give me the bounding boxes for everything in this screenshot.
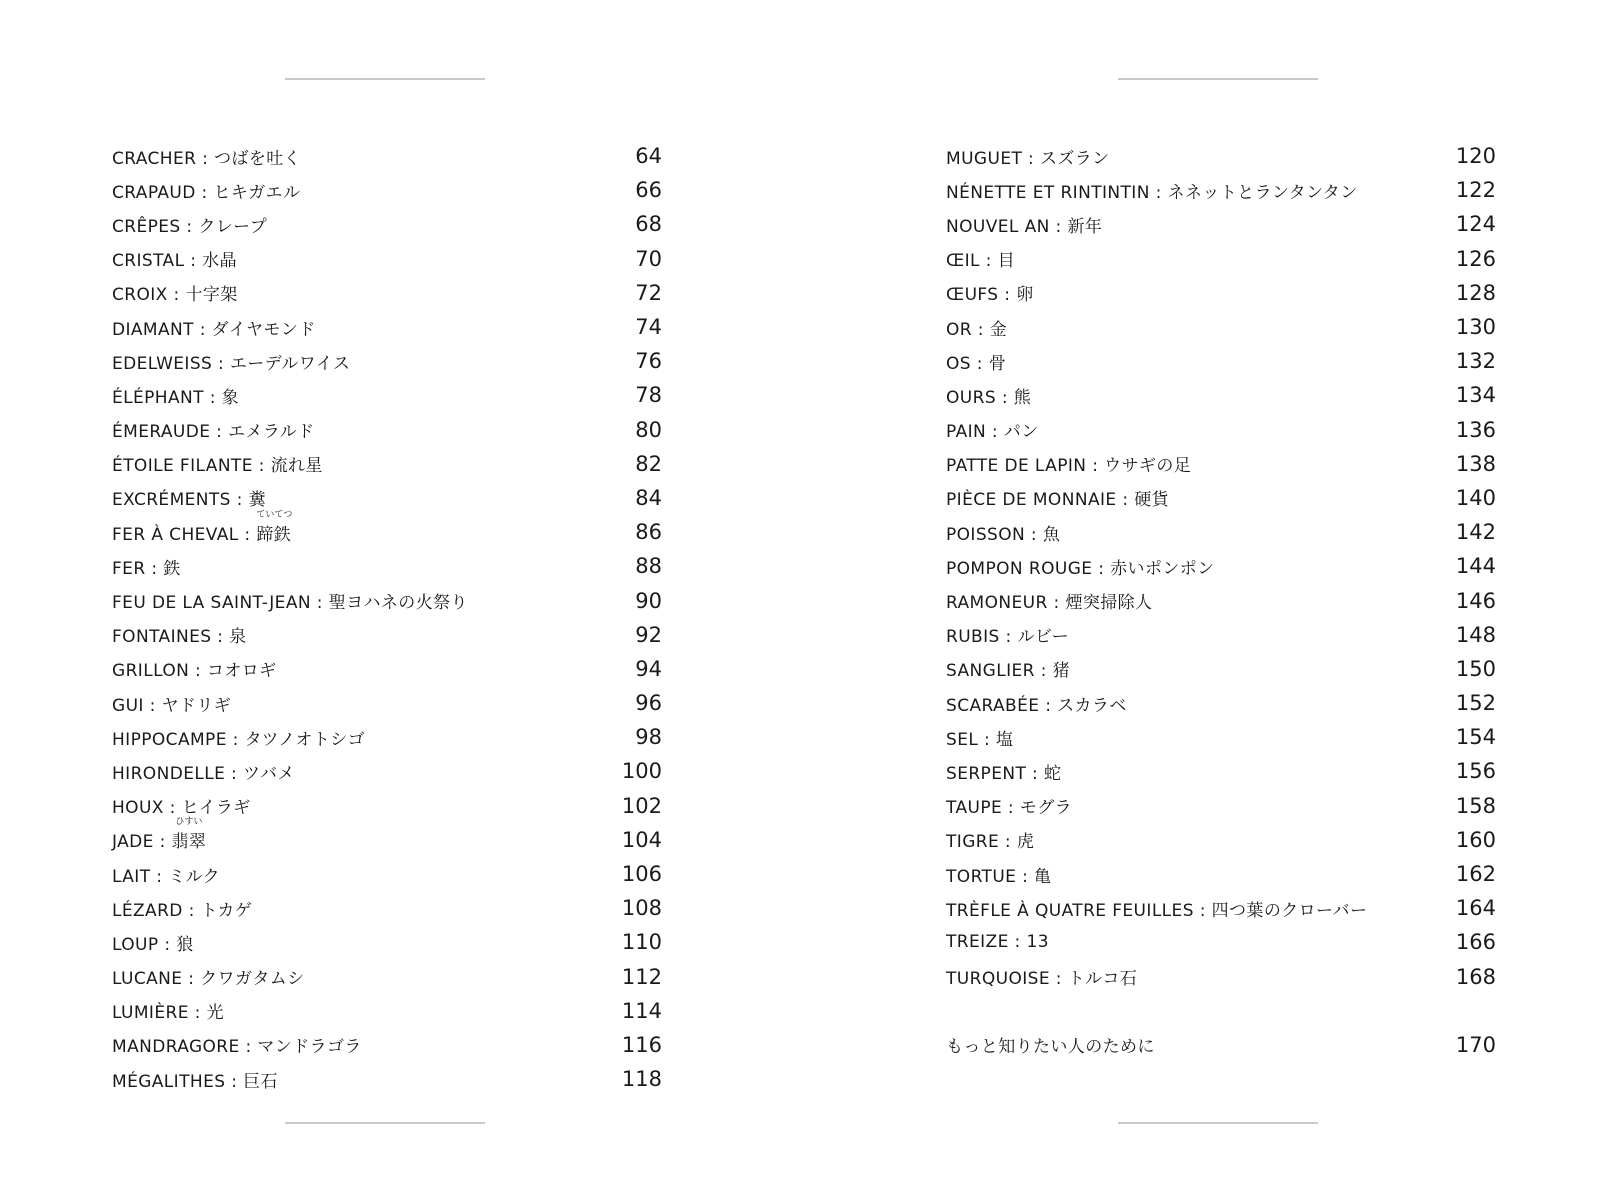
toc-entry-title xyxy=(946,656,1070,681)
top-rule-right xyxy=(1118,78,1318,80)
toc-entry xyxy=(946,413,1496,447)
toc-entry-label: TAUPE : モグラ xyxy=(946,798,1073,819)
toc-entry xyxy=(946,549,1496,583)
page-number: 74 xyxy=(635,315,662,340)
page-number: 120 xyxy=(1455,144,1496,169)
page-number: 170 xyxy=(1455,1032,1496,1057)
toc-entry xyxy=(946,310,1496,344)
toc-entry xyxy=(112,817,662,857)
toc-entry-title xyxy=(112,930,194,955)
toc-entry-title xyxy=(946,862,1051,887)
toc-entry xyxy=(112,447,662,481)
page-number: 112 xyxy=(621,964,662,989)
toc-entry-title xyxy=(946,485,1169,510)
toc-entry-label: OS : 骨 xyxy=(946,353,1007,374)
toc-entry-label: FEU DE LA SAINT-JEAN : 聖ヨハネの火祭り xyxy=(112,593,468,614)
page-number: 136 xyxy=(1455,417,1496,442)
toc-entry-label: LUMIÈRE : 光 xyxy=(112,1003,224,1024)
toc-entry xyxy=(946,242,1496,276)
toc-entry-title xyxy=(112,998,224,1023)
toc-entry-label: SEL : 塩 xyxy=(946,729,1014,750)
left-page-toc xyxy=(112,139,662,1096)
page-number: 156 xyxy=(1455,759,1496,784)
page-number: 96 xyxy=(635,691,662,716)
page-number: 82 xyxy=(635,451,662,476)
toc-entry-label: PIÈCE DE MONNAIE : 硬貨 xyxy=(946,490,1170,511)
toc-entry-title xyxy=(112,1032,362,1057)
toc-entry-title xyxy=(946,212,1102,237)
toc-entry-title xyxy=(112,862,220,887)
page-number: 100 xyxy=(621,759,662,784)
page-number: 122 xyxy=(1455,178,1496,203)
page-number: 94 xyxy=(635,656,662,681)
toc-entry-label: EDELWEISS : エーデルワイス xyxy=(112,353,351,374)
toc-entry-label: MANDRAGORE : マンドラゴラ xyxy=(112,1037,362,1058)
toc-entry-title xyxy=(946,793,1072,818)
page-number: 164 xyxy=(1455,896,1496,921)
toc-entry-label: LAIT : ミルク xyxy=(112,866,221,887)
page-number: 92 xyxy=(635,622,662,647)
toc-entry-title xyxy=(112,144,301,169)
page-number: 116 xyxy=(621,1032,662,1057)
toc-entry-label: DIAMANT : ダイヤモンド xyxy=(112,319,316,340)
toc-entry xyxy=(112,583,662,617)
toc-entry xyxy=(112,1028,662,1062)
toc-entry-title xyxy=(946,383,1031,408)
toc-entry xyxy=(112,891,662,925)
toc-entry-label: MÉGALITHES : 巨石 xyxy=(112,1071,278,1092)
toc-entry-title xyxy=(112,964,305,989)
page-number: 168 xyxy=(1455,964,1496,989)
toc-entry xyxy=(112,994,662,1028)
toc-entry xyxy=(112,276,662,310)
toc-entry xyxy=(112,652,662,686)
toc-entry-label: ŒIL : 目 xyxy=(946,251,1016,272)
toc-entry-title xyxy=(946,725,1013,750)
toc-entry-label: TRÈFLE À QUATRE FEUILLES : 四つ葉のクローバー xyxy=(946,900,1368,921)
page-number: 102 xyxy=(621,793,662,818)
toc-entry xyxy=(946,1028,1496,1062)
toc-entry-title xyxy=(112,485,266,510)
toc-entry-title xyxy=(112,212,267,237)
page-number: 160 xyxy=(1455,827,1496,852)
toc-entry-title xyxy=(946,964,1137,989)
toc-entry xyxy=(946,925,1496,959)
toc-entry xyxy=(946,207,1496,241)
toc-entry-title xyxy=(946,691,1127,716)
toc-entry-title xyxy=(946,451,1191,476)
toc-entry-title xyxy=(946,520,1060,545)
page-number: 64 xyxy=(635,144,662,169)
bottom-rule-right xyxy=(1118,1122,1318,1124)
toc-entry xyxy=(946,447,1496,481)
toc-entry-title xyxy=(112,417,315,442)
bottom-rule-left xyxy=(285,1122,485,1124)
page-number: 110 xyxy=(621,930,662,955)
toc-entry-label: TREIZE : 13 xyxy=(946,932,1049,953)
page-number: 66 xyxy=(635,178,662,203)
toc-entry xyxy=(112,720,662,754)
page-number: 72 xyxy=(635,280,662,305)
toc-entry-label: POMPON ROUGE : 赤いポンポン xyxy=(946,558,1215,579)
toc-entry xyxy=(112,925,662,959)
toc-entry xyxy=(112,207,662,241)
page-number: 130 xyxy=(1455,315,1496,340)
right-page-toc xyxy=(946,139,1496,1062)
toc-entry xyxy=(112,509,662,549)
page-number: 68 xyxy=(635,212,662,237)
ruby-word xyxy=(256,509,293,545)
toc-entry xyxy=(112,242,662,276)
toc-entry-label: OURS : 熊 xyxy=(946,387,1032,408)
page-number: 140 xyxy=(1455,485,1496,510)
toc-entry-label: SANGLIER : 猪 xyxy=(946,661,1070,682)
page-number: 142 xyxy=(1455,520,1496,545)
toc-entry-title xyxy=(946,315,1007,340)
toc-entry-title xyxy=(112,554,181,579)
toc-entry xyxy=(112,481,662,515)
page-number: 166 xyxy=(1455,930,1496,955)
toc-entry xyxy=(946,515,1496,549)
toc-entry-label: CRAPAUD : ヒキガエル xyxy=(112,182,301,203)
toc-entry-title xyxy=(112,896,252,921)
toc-entry-label: CRISTAL : 水晶 xyxy=(112,251,237,272)
toc-entry xyxy=(946,583,1496,617)
toc-entry-title xyxy=(112,246,237,271)
page-number: 158 xyxy=(1455,793,1496,818)
toc-entry-title xyxy=(112,622,247,647)
page-number: 80 xyxy=(635,417,662,442)
page-number: 124 xyxy=(1455,212,1496,237)
page-number: 162 xyxy=(1455,862,1496,887)
toc-entry xyxy=(112,618,662,652)
section-spacer xyxy=(946,994,1496,1028)
toc-entry-label: もっと知りたい人のために xyxy=(946,1037,1155,1058)
page-number: 126 xyxy=(1455,246,1496,271)
furigana: ひすい xyxy=(175,817,203,828)
toc-entry xyxy=(946,652,1496,686)
ruby-base: 蹄鉄 xyxy=(256,524,292,545)
toc-entry-label: CRÊPES : クレープ xyxy=(112,216,268,237)
page-number: 148 xyxy=(1455,622,1496,647)
toc-entry-label: TORTUE : 亀 xyxy=(946,866,1052,887)
toc-entry-label: MUGUET : スズラン xyxy=(946,148,1110,169)
toc-entry xyxy=(112,960,662,994)
toc-entry xyxy=(946,686,1496,720)
toc-entry xyxy=(946,789,1496,823)
toc-entry-label: ÉLÉPHANT : 象 xyxy=(112,387,240,408)
toc-entry xyxy=(946,960,1496,994)
toc-entry-title xyxy=(946,554,1215,579)
toc-entry-title xyxy=(112,759,295,784)
toc-entry xyxy=(946,173,1496,207)
furigana: ていてつ xyxy=(256,509,293,520)
toc-entry-label: GUI : ヤドリギ xyxy=(112,695,232,716)
toc-entry-title xyxy=(946,759,1061,784)
toc-entry-title xyxy=(112,1067,278,1092)
toc-entry-label: SCARABÉE : スカラベ xyxy=(946,695,1127,716)
toc-entry xyxy=(112,1062,662,1096)
toc-entry-title xyxy=(946,349,1006,374)
toc-entry-label: HIRONDELLE : ツバメ xyxy=(112,763,295,784)
toc-entry-title xyxy=(946,588,1152,613)
page-number: 138 xyxy=(1455,451,1496,476)
toc-entry xyxy=(112,344,662,378)
toc-entry-label: EXCRÉMENTS : 糞 xyxy=(112,490,267,511)
toc-entry-label: FER À CHEVAL : xyxy=(112,524,257,545)
page-number: 90 xyxy=(635,588,662,613)
page-number: 70 xyxy=(635,246,662,271)
toc-entry-label: LÉZARD : トカゲ xyxy=(112,900,253,921)
toc-entry xyxy=(946,139,1496,173)
page-number: 132 xyxy=(1455,349,1496,374)
toc-entry-label: FER : 鉄 xyxy=(112,558,181,579)
toc-entry-label: JADE : xyxy=(112,832,172,853)
page-number: 84 xyxy=(635,485,662,510)
toc-entry xyxy=(946,720,1496,754)
toc-entry xyxy=(112,139,662,173)
ruby-base: 翡翠 xyxy=(171,832,207,853)
page-number: 152 xyxy=(1455,691,1496,716)
toc-entry-title xyxy=(112,178,300,203)
toc-entry-title xyxy=(112,509,293,545)
page-number: 104 xyxy=(621,827,662,852)
toc-entry-label: LOUP : 狼 xyxy=(112,934,194,955)
toc-entry-label: PATTE DE LAPIN : ウサギの足 xyxy=(946,456,1192,477)
page-number: 146 xyxy=(1455,588,1496,613)
toc-entry-title xyxy=(946,178,1358,203)
toc-entry xyxy=(946,754,1496,788)
toc-entry-label: LUCANE : クワガタムシ xyxy=(112,969,305,990)
toc-entry-title xyxy=(112,280,238,305)
toc-entry xyxy=(946,481,1496,515)
toc-entry xyxy=(112,857,662,891)
page-number: 108 xyxy=(621,896,662,921)
page-number: 106 xyxy=(621,862,662,887)
page-number: 98 xyxy=(635,725,662,750)
toc-entry xyxy=(946,823,1496,857)
page-number: 118 xyxy=(621,1067,662,1092)
toc-entry-title xyxy=(946,1032,1155,1057)
toc-entry-title xyxy=(946,932,1049,952)
page-number: 154 xyxy=(1455,725,1496,750)
toc-entry xyxy=(946,857,1496,891)
toc-entry-title xyxy=(946,896,1367,921)
page-number: 134 xyxy=(1455,383,1496,408)
toc-entry-label: RAMONEUR : 煙突掃除人 xyxy=(946,593,1153,614)
toc-entry-title xyxy=(112,691,231,716)
page-number: 144 xyxy=(1455,554,1496,579)
toc-entry xyxy=(112,754,662,788)
toc-entry-label: POISSON : 魚 xyxy=(946,524,1061,545)
page-number: 150 xyxy=(1455,656,1496,681)
toc-entry-label: ŒUFS : 卵 xyxy=(946,285,1034,306)
toc-entry-label: PAIN : パン xyxy=(946,422,1039,443)
toc-entry-title xyxy=(112,383,239,408)
toc-entry-title xyxy=(946,144,1110,169)
toc-entry xyxy=(112,173,662,207)
page-number: 76 xyxy=(635,349,662,374)
toc-entry-title xyxy=(112,817,207,853)
top-rule-left xyxy=(285,78,485,80)
toc-entry-title xyxy=(946,280,1034,305)
toc-entry-title xyxy=(946,417,1039,442)
toc-entry-label: ÉTOILE FILANTE : 流れ星 xyxy=(112,456,323,477)
toc-entry xyxy=(946,344,1496,378)
toc-entry-label: NOUVEL AN : 新年 xyxy=(946,216,1103,237)
toc-entry-label: TIGRE : 虎 xyxy=(946,832,1035,853)
toc-entry-label: CROIX : 十字架 xyxy=(112,285,238,306)
toc-entry-title xyxy=(112,656,277,681)
toc-entry xyxy=(112,686,662,720)
toc-entry xyxy=(112,549,662,583)
toc-entry-label: CRACHER : つばを吐く xyxy=(112,148,302,169)
toc-entry-title xyxy=(946,827,1034,852)
toc-entry-label: GRILLON : コオロギ xyxy=(112,661,277,682)
toc-entry xyxy=(946,378,1496,412)
toc-entry-label: NÉNETTE ET RINTINTIN : ネネットとランタンタン xyxy=(946,182,1358,203)
ruby-word xyxy=(171,817,207,853)
toc-entry xyxy=(946,618,1496,652)
toc-entry-label: SERPENT : 蛇 xyxy=(946,763,1062,784)
toc-entry-title xyxy=(946,622,1069,647)
toc-entry-title xyxy=(112,451,323,476)
toc-entry xyxy=(112,310,662,344)
toc-entry xyxy=(112,378,662,412)
toc-entry-label: ÉMERAUDE : エメラルド xyxy=(112,422,315,443)
toc-entry-title xyxy=(112,349,350,374)
page-number: 86 xyxy=(635,520,662,545)
toc-entry-title xyxy=(112,315,316,340)
page-number: 114 xyxy=(621,998,662,1023)
page-number: 128 xyxy=(1455,280,1496,305)
toc-entry xyxy=(946,276,1496,310)
page-number: 78 xyxy=(635,383,662,408)
toc-entry-label: TURQUOISE : トルコ石 xyxy=(946,969,1138,990)
toc-entry xyxy=(112,413,662,447)
toc-entry-title xyxy=(946,246,1015,271)
toc-entry-title xyxy=(112,725,365,750)
toc-entry-title xyxy=(112,588,468,613)
toc-entry-label: HOUX : ヒイラギ xyxy=(112,798,251,819)
toc-entry-label: FONTAINES : 泉 xyxy=(112,627,247,648)
toc-entry-label: RUBIS : ルビー xyxy=(946,627,1069,648)
toc-entry-label: HIPPOCAMPE : タツノオトシゴ xyxy=(112,729,366,750)
toc-entry xyxy=(946,891,1496,925)
page-number: 88 xyxy=(635,554,662,579)
toc-entry-label: OR : 金 xyxy=(946,319,1008,340)
